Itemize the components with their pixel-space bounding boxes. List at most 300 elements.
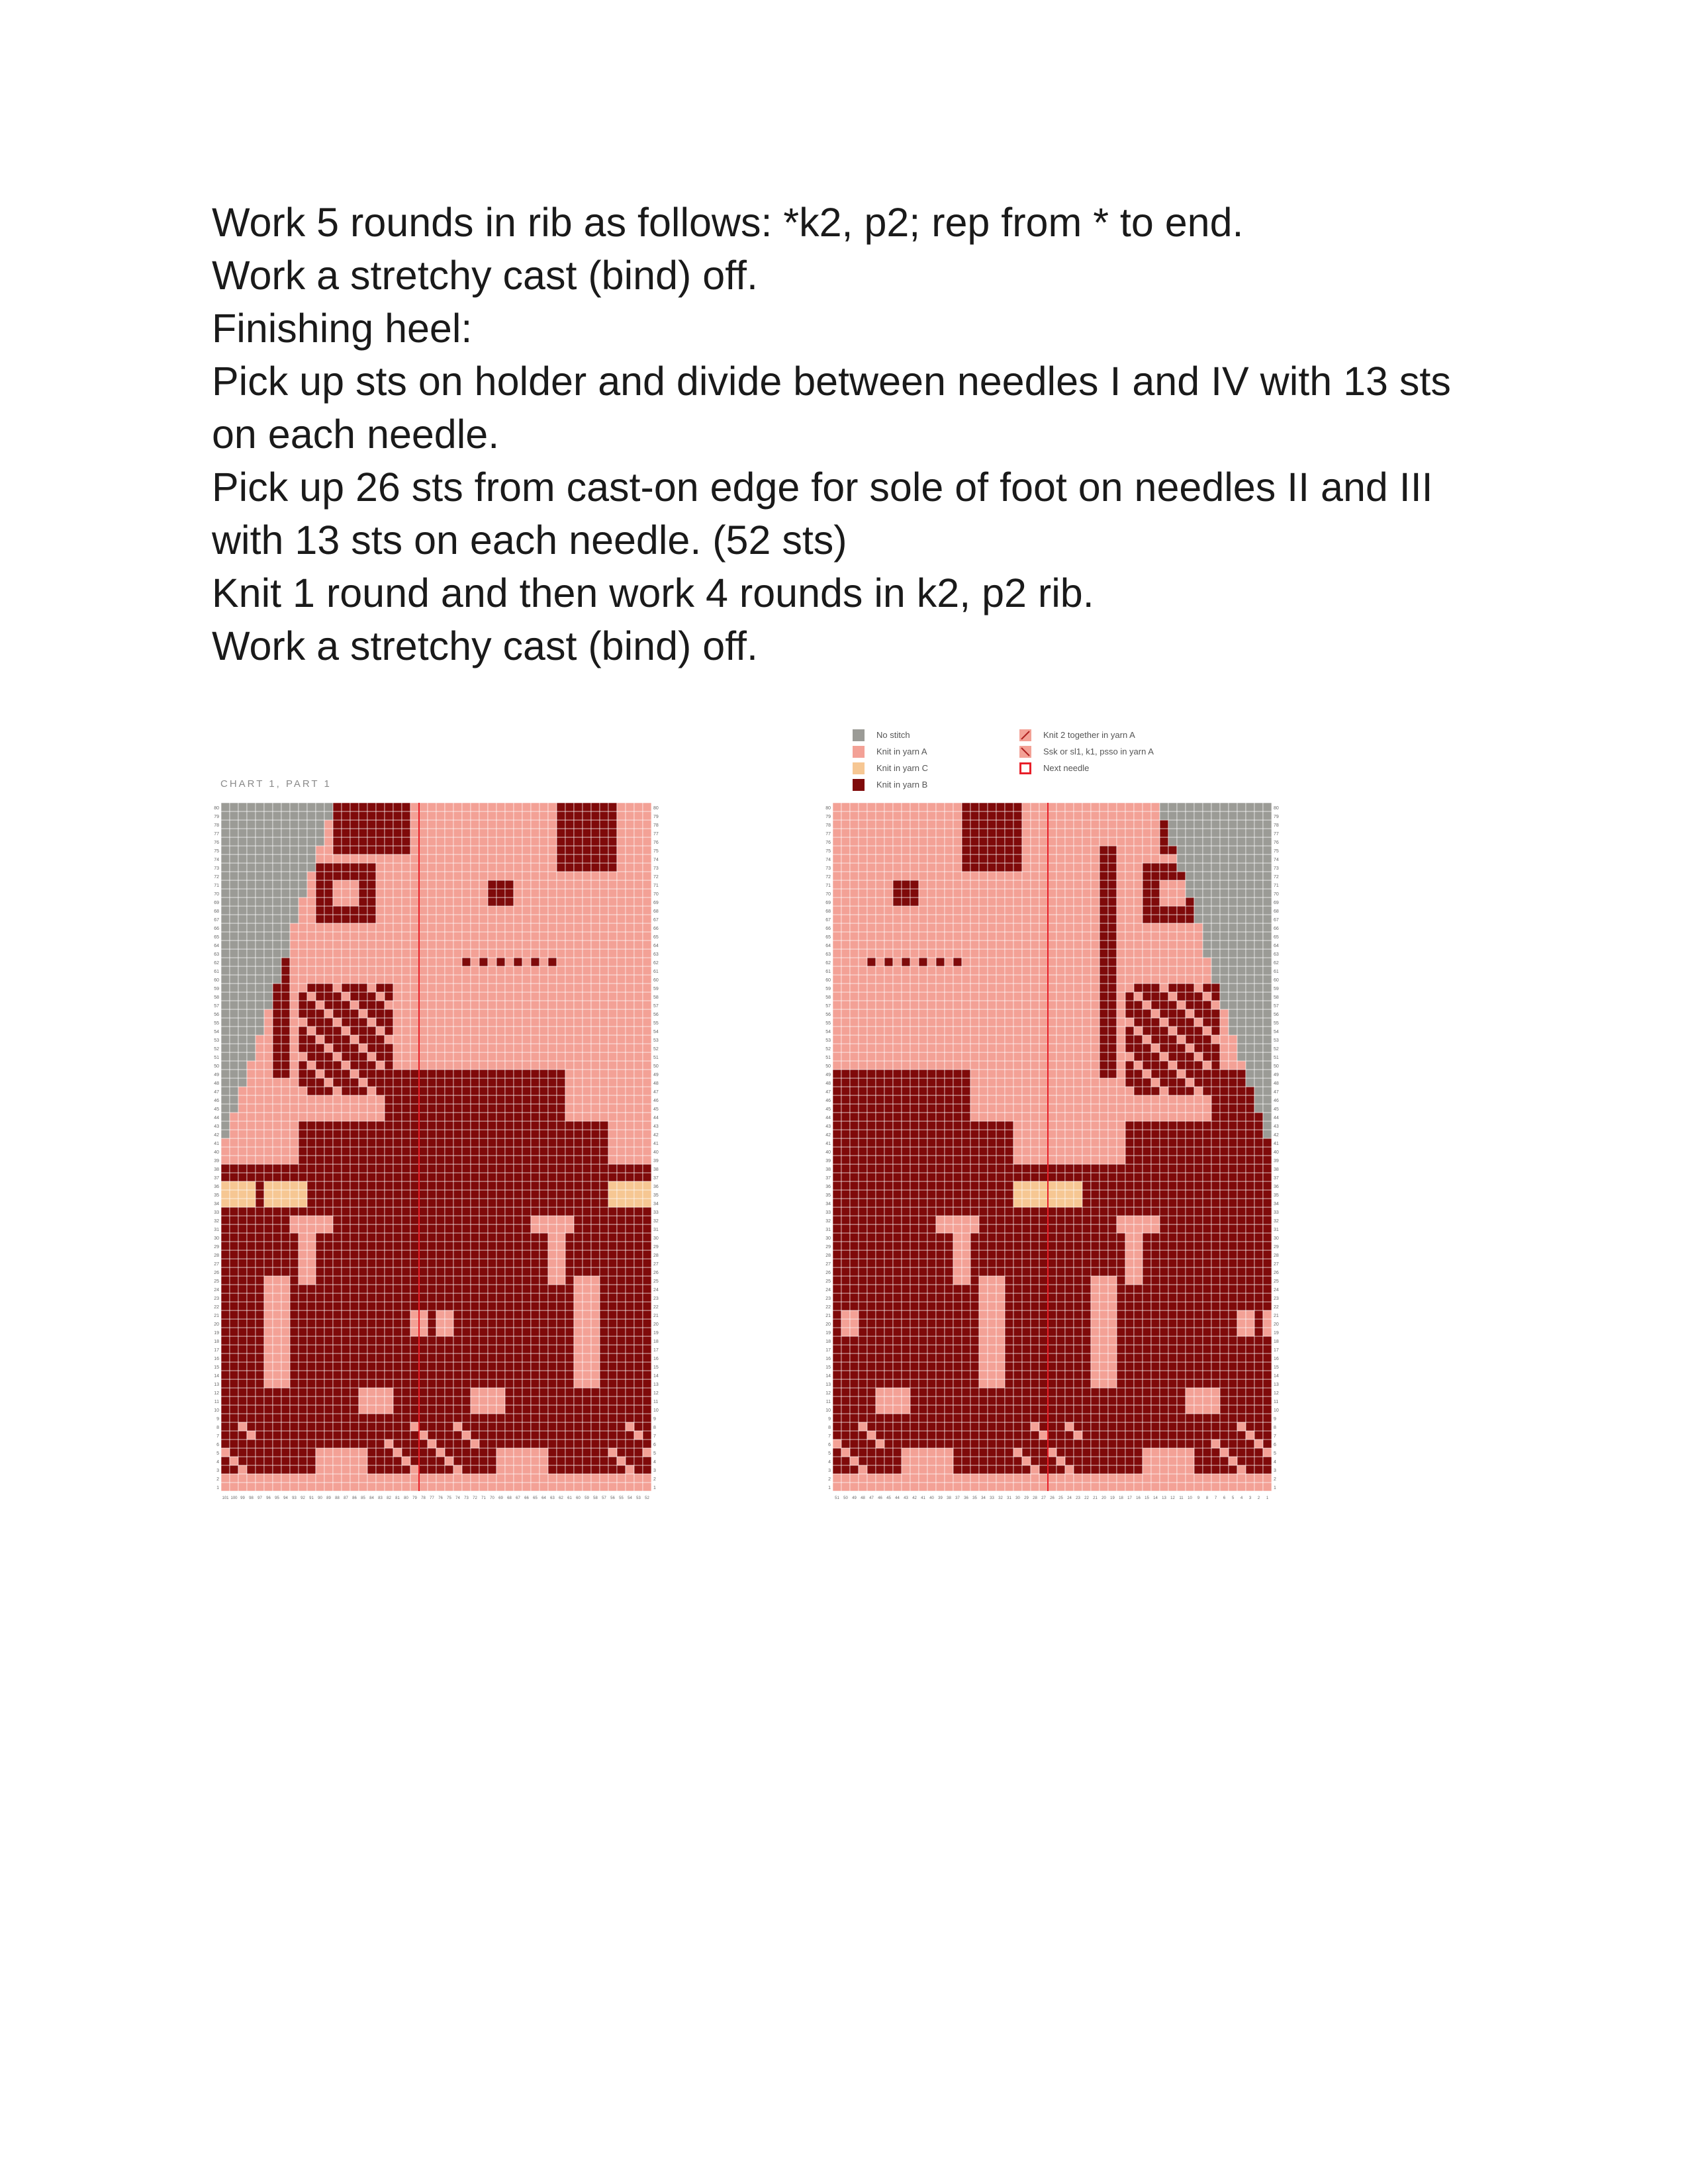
stitch-cell (428, 1113, 436, 1121)
stitch-cell (643, 1001, 651, 1009)
stitch-cell (316, 1138, 324, 1147)
stitch-cell (419, 1457, 428, 1465)
stitch-cell (445, 1181, 453, 1190)
stitch-cell (531, 1310, 539, 1319)
stitch-cell (583, 983, 591, 992)
stitch-cell (531, 846, 539, 854)
row-number: 35 (653, 1193, 659, 1198)
stitch-cell (367, 1138, 376, 1147)
stitch-cell (617, 1414, 626, 1422)
stitch-cell (531, 1216, 539, 1224)
stitch-cell (884, 1422, 893, 1431)
stitch-cell (367, 1414, 376, 1422)
row-number: 12 (653, 1391, 659, 1396)
stitch-cell (307, 854, 316, 863)
stitch-cell (367, 1018, 376, 1026)
stitch-cell (626, 1431, 634, 1439)
stitch-cell (445, 1001, 453, 1009)
stitch-cell (557, 880, 565, 889)
stitch-cell (496, 1130, 505, 1138)
stitch-cell (273, 1319, 281, 1328)
stitch-cell (548, 1482, 557, 1491)
stitch-cell (281, 1009, 290, 1018)
stitch-cell (522, 1001, 531, 1009)
stitch-cell (247, 1319, 256, 1328)
stitch-cell (1056, 1405, 1065, 1414)
stitch-cell (342, 872, 350, 880)
stitch-cell (273, 1405, 281, 1414)
stitch-cell (565, 1474, 574, 1482)
stitch-cell (453, 1345, 462, 1353)
stitch-cell (230, 1396, 238, 1405)
stitch-cell (841, 1388, 850, 1396)
stitch-cell (600, 1078, 608, 1087)
stitch-cell (462, 1113, 471, 1121)
stitch-cell (893, 1482, 902, 1491)
stitch-cell (273, 837, 281, 846)
row-number: 79 (214, 815, 219, 819)
stitch-cell (281, 923, 290, 932)
row-number: 51 (653, 1056, 659, 1060)
stitch-cell (919, 1362, 927, 1371)
stitch-cell (1151, 1448, 1160, 1457)
stitch-cell (617, 1328, 626, 1336)
stitch-cell (1125, 1448, 1134, 1457)
stitch-cell (634, 1431, 643, 1439)
stitch-cell (1134, 1457, 1143, 1465)
stitch-cell (238, 1035, 247, 1044)
stitch-cell (324, 940, 333, 949)
column-number: 81 (395, 1496, 400, 1500)
stitch-cell (238, 1052, 247, 1061)
stitch-cell (299, 1448, 307, 1457)
stitch-cell (479, 1379, 488, 1388)
stitch-cell (445, 1069, 453, 1078)
stitch-cell (316, 932, 324, 940)
stitch-cell (608, 854, 617, 863)
stitch-cell (324, 1095, 333, 1104)
stitch-cell (428, 1267, 436, 1276)
stitch-cell (350, 1388, 359, 1396)
stitch-cell (359, 1482, 367, 1491)
stitch-cell (617, 1276, 626, 1285)
stitch-cell (1263, 1371, 1272, 1379)
row-number: 42 (653, 1133, 659, 1138)
stitch-cell (565, 1173, 574, 1181)
stitch-cell (591, 1439, 600, 1448)
stitch-cell (445, 1095, 453, 1104)
stitch-cell (514, 1095, 522, 1104)
row-number: 44 (214, 1116, 219, 1120)
stitch-cell (419, 1276, 428, 1285)
stitch-cell (238, 1482, 247, 1491)
stitch-cell (367, 1190, 376, 1199)
stitch-cell (453, 1242, 462, 1250)
stitch-cell (548, 992, 557, 1001)
stitch-cell (462, 1353, 471, 1362)
stitch-cell (488, 1026, 496, 1035)
stitch-cell (359, 1431, 367, 1439)
stitch-cell (643, 1069, 651, 1078)
stitch-cell (1056, 1448, 1065, 1457)
stitch-cell (531, 1293, 539, 1302)
stitch-cell (1220, 1457, 1229, 1465)
stitch-cell (333, 1276, 342, 1285)
stitch-cell (376, 1259, 385, 1267)
stitch-cell (247, 940, 256, 949)
stitch-cell (557, 1336, 565, 1345)
stitch-cell (1048, 1465, 1056, 1474)
stitch-cell (273, 889, 281, 897)
stitch-cell (867, 1457, 876, 1465)
row-number: 63 (653, 952, 659, 957)
stitch-cell (350, 983, 359, 992)
stitch-cell (453, 1302, 462, 1310)
stitch-cell (359, 975, 367, 983)
stitch-cell (608, 1009, 617, 1018)
stitch-cell (367, 889, 376, 897)
stitch-cell (962, 1431, 970, 1439)
stitch-cell (264, 1328, 273, 1336)
stitch-cell (419, 889, 428, 897)
stitch-cell (428, 1199, 436, 1207)
stitch-cell (514, 1319, 522, 1328)
stitch-cell (548, 829, 557, 837)
stitch-cell (350, 1130, 359, 1138)
stitch-cell (488, 880, 496, 889)
stitch-cell (574, 872, 583, 880)
stitch-cell (514, 1113, 522, 1121)
stitch-cell (936, 1439, 945, 1448)
stitch-cell (299, 811, 307, 820)
stitch-cell (333, 1156, 342, 1164)
stitch-cell (1082, 1457, 1091, 1465)
stitch-cell (316, 1113, 324, 1121)
stitch-cell (996, 1414, 1005, 1422)
stitch-cell (574, 983, 583, 992)
stitch-cell (402, 897, 410, 906)
stitch-cell (221, 880, 230, 889)
stitch-cell (505, 992, 514, 1001)
stitch-cell (1160, 1439, 1168, 1448)
stitch-cell (367, 966, 376, 975)
column-number: 88 (335, 1496, 340, 1500)
stitch-cell (617, 1164, 626, 1173)
stitch-cell (342, 1328, 350, 1336)
stitch-cell (359, 854, 367, 863)
stitch-cell (273, 1044, 281, 1052)
stitch-cell (643, 854, 651, 863)
stitch-cell (342, 1095, 350, 1104)
stitch-cell (876, 1439, 884, 1448)
stitch-cell (350, 1457, 359, 1465)
stitch-cell (256, 1310, 264, 1319)
stitch-cell (428, 880, 436, 889)
stitch-cell (970, 1482, 979, 1491)
stitch-cell (514, 1405, 522, 1414)
stitch-cell (1108, 1422, 1117, 1431)
stitch-cell (376, 1026, 385, 1035)
stitch-cell (936, 1474, 945, 1482)
instruction-line: Work a stretchy cast (bind) off. (212, 623, 758, 668)
stitch-cell (230, 966, 238, 975)
stitch-cell (230, 1138, 238, 1147)
stitch-cell (1151, 1457, 1160, 1465)
stitch-cell (936, 1431, 945, 1439)
stitch-cell (256, 1199, 264, 1207)
stitch-cell (428, 1044, 436, 1052)
stitch-cell (1220, 1388, 1229, 1396)
row-number: 29 (653, 1245, 659, 1250)
stitch-cell (496, 1259, 505, 1267)
stitch-cell (333, 1035, 342, 1044)
stitch-cell (256, 811, 264, 820)
stitch-cell (419, 1482, 428, 1491)
stitch-cell (436, 1285, 445, 1293)
stitch-cell (307, 1388, 316, 1396)
stitch-cell (367, 1147, 376, 1156)
stitch-cell (557, 1474, 565, 1482)
row-number: 33 (653, 1210, 659, 1215)
stitch-cell (428, 1069, 436, 1078)
stitch-cell (256, 1138, 264, 1147)
stitch-cell (256, 906, 264, 915)
stitch-cell (591, 1121, 600, 1130)
stitch-cell (359, 1035, 367, 1044)
stitch-cell (273, 1130, 281, 1138)
stitch-cell (350, 1293, 359, 1302)
stitch-cell (608, 932, 617, 940)
stitch-cell (539, 1138, 548, 1147)
stitch-cell (626, 1474, 634, 1482)
stitch-cell (565, 992, 574, 1001)
stitch-cell (1254, 1439, 1263, 1448)
stitch-cell (514, 872, 522, 880)
stitch-cell (626, 1044, 634, 1052)
stitch-cell (428, 992, 436, 1001)
stitch-cell (859, 1474, 867, 1482)
stitch-cell (230, 1078, 238, 1087)
stitch-cell (859, 1439, 867, 1448)
stitch-cell (617, 1018, 626, 1026)
stitch-cell (445, 923, 453, 932)
stitch-cell (557, 1371, 565, 1379)
stitch-cell (471, 1448, 479, 1457)
stitch-cell (453, 872, 462, 880)
stitch-cell (479, 1457, 488, 1465)
stitch-cell (376, 1405, 385, 1414)
stitch-cell (402, 1087, 410, 1095)
stitch-cell (419, 1001, 428, 1009)
stitch-cell (539, 1207, 548, 1216)
stitch-cell (643, 915, 651, 923)
row-number: 1 (653, 1486, 656, 1490)
stitch-cell (299, 889, 307, 897)
stitch-cell (617, 1130, 626, 1138)
stitch-cell (479, 1422, 488, 1431)
stitch-cell (471, 1379, 479, 1388)
stitch-cell (583, 906, 591, 915)
stitch-cell (591, 1061, 600, 1069)
stitch-cell (962, 1371, 970, 1379)
stitch-cell (350, 1164, 359, 1173)
stitch-cell (583, 1259, 591, 1267)
stitch-cell (591, 923, 600, 932)
stitch-cell (608, 1439, 617, 1448)
stitch-cell (359, 1009, 367, 1018)
stitch-cell (496, 854, 505, 863)
stitch-cell (1160, 1388, 1168, 1396)
stitch-cell (505, 1052, 514, 1061)
stitch-cell (600, 1353, 608, 1362)
stitch-cell (367, 1130, 376, 1138)
stitch-cell (402, 1147, 410, 1156)
stitch-cell (264, 1336, 273, 1345)
stitch-cell (273, 1001, 281, 1009)
stitch-cell (608, 1216, 617, 1224)
stitch-cell (600, 1302, 608, 1310)
stitch-cell (402, 1181, 410, 1190)
stitch-cell (557, 1439, 565, 1448)
stitch-cell (514, 1439, 522, 1448)
stitch-cell (307, 1242, 316, 1250)
stitch-cell (376, 923, 385, 932)
stitch-cell (367, 1250, 376, 1259)
stitch-cell (385, 1379, 393, 1388)
stitch-cell (428, 1224, 436, 1233)
stitch-cell (996, 1379, 1005, 1388)
stitch-cell (1056, 1396, 1065, 1405)
stitch-cell (643, 1078, 651, 1087)
stitch-cell (410, 872, 419, 880)
stitch-cell (1194, 1457, 1203, 1465)
stitch-cell (608, 1422, 617, 1431)
column-number: 84 (369, 1496, 374, 1500)
stitch-cell (945, 1465, 953, 1474)
stitch-cell (634, 949, 643, 958)
stitch-cell (522, 923, 531, 932)
stitch-cell (385, 1250, 393, 1259)
stitch-cell (565, 1345, 574, 1353)
stitch-cell (281, 1001, 290, 1009)
stitch-cell (548, 1465, 557, 1474)
stitch-cell (290, 932, 299, 940)
stitch-cell (238, 1379, 247, 1388)
stitch-cell (539, 1474, 548, 1482)
stitch-cell (626, 1164, 634, 1173)
stitch-cell (393, 897, 402, 906)
stitch-cell (471, 949, 479, 958)
stitch-cell (833, 1474, 841, 1482)
stitch-cell (608, 1052, 617, 1061)
stitch-cell (316, 1130, 324, 1138)
stitch-cell (479, 1482, 488, 1491)
stitch-cell (1134, 1396, 1143, 1405)
stitch-cell (385, 1319, 393, 1328)
stitch-cell (367, 1156, 376, 1164)
stitch-cell (299, 1293, 307, 1302)
stitch-cell (617, 1250, 626, 1259)
stitch-cell (316, 966, 324, 975)
stitch-cell (996, 1474, 1005, 1482)
stitch-cell (591, 1069, 600, 1078)
stitch-cell (436, 1396, 445, 1405)
stitch-cell (290, 1465, 299, 1474)
stitch-cell (893, 1448, 902, 1457)
stitch-cell (1160, 1414, 1168, 1422)
stitch-cell (471, 837, 479, 846)
stitch-cell (574, 1061, 583, 1069)
stitch-cell (574, 1130, 583, 1138)
stitch-cell (221, 1345, 230, 1353)
stitch-cell (376, 940, 385, 949)
row-number: 9 (828, 1417, 831, 1422)
column-number: 78 (421, 1496, 426, 1500)
stitch-cell (290, 1173, 299, 1181)
stitch-cell (299, 1069, 307, 1078)
stitch-cell (608, 1224, 617, 1233)
stitch-cell (945, 1371, 953, 1379)
stitch-cell (496, 1190, 505, 1199)
stitch-cell (634, 1353, 643, 1362)
stitch-cell (1091, 1396, 1100, 1405)
stitch-cell (436, 1457, 445, 1465)
stitch-cell (514, 829, 522, 837)
stitch-cell (324, 889, 333, 897)
stitch-cell (247, 1242, 256, 1250)
stitch-cell (393, 1439, 402, 1448)
stitch-cell (617, 1052, 626, 1061)
stitch-cell (410, 889, 419, 897)
stitch-cell (230, 811, 238, 820)
stitch-cell (1013, 1396, 1022, 1405)
stitch-cell (221, 1113, 230, 1121)
stitch-cell (496, 1396, 505, 1405)
stitch-cell (634, 846, 643, 854)
stitch-cell (264, 872, 273, 880)
stitch-cell (436, 1371, 445, 1379)
stitch-cell (1203, 1388, 1211, 1396)
stitch-cell (565, 1379, 574, 1388)
stitch-cell (324, 1465, 333, 1474)
stitch-cell (359, 1104, 367, 1113)
stitch-cell (634, 1267, 643, 1276)
stitch-cell (385, 1431, 393, 1439)
row-number: 9 (653, 1417, 656, 1422)
stitch-cell (393, 1353, 402, 1362)
stitch-cell (626, 1121, 634, 1130)
stitch-cell (522, 1267, 531, 1276)
stitch-cell (643, 1121, 651, 1130)
stitch-cell (307, 1457, 316, 1465)
stitch-cell (367, 829, 376, 837)
stitch-cell (505, 1250, 514, 1259)
stitch-cell (419, 1104, 428, 1113)
stitch-cell (256, 1044, 264, 1052)
stitch-cell (1074, 1379, 1082, 1388)
stitch-cell (256, 940, 264, 949)
stitch-cell (281, 1078, 290, 1087)
stitch-cell (496, 811, 505, 820)
stitch-cell (238, 1328, 247, 1336)
stitch-cell (462, 949, 471, 958)
stitch-cell (299, 966, 307, 975)
stitch-cell (402, 1069, 410, 1078)
stitch-cell (342, 1044, 350, 1052)
stitch-cell (1074, 1439, 1082, 1448)
stitch-cell (643, 1087, 651, 1095)
stitch-cell (324, 958, 333, 966)
